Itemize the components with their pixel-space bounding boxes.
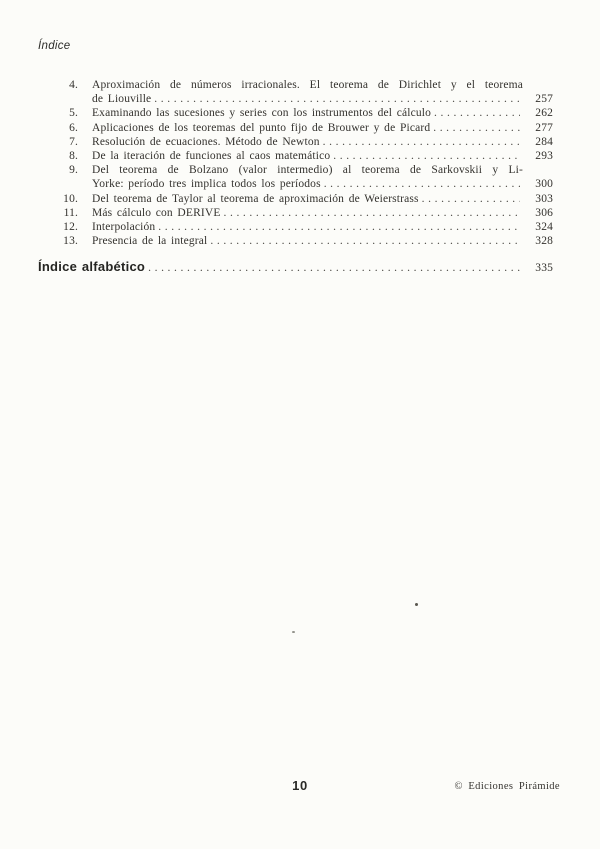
toc-entry-number: 11. <box>63 206 78 219</box>
toc-entry-page-number: 293 <box>535 150 553 163</box>
toc-entry <box>38 206 553 220</box>
toc-entry-text: Interpolación <box>92 221 156 234</box>
toc-entry-number: 12. <box>63 221 78 234</box>
toc-entry-page-number: 284 <box>535 135 553 148</box>
toc-entry-last-line <box>92 206 553 220</box>
toc-entry-text: Más cálculo con DERIVE <box>92 206 221 219</box>
toc-entry-number: 13. <box>63 235 78 248</box>
toc-entries <box>38 78 553 248</box>
toc-entry-text: de Liouville <box>92 93 152 106</box>
footer-publisher-credit: © Ediciones Pirámide <box>454 781 560 792</box>
toc-entry <box>38 220 553 234</box>
dot-leader <box>148 261 520 276</box>
toc-entry-body <box>78 78 553 106</box>
toc-entry-line: Aproximación de números irracionales. El teorema de Dirichlet y el teorema <box>92 79 523 91</box>
toc-entry-number: 10. <box>63 192 78 205</box>
toc-entry-number: 9. <box>69 164 78 177</box>
toc-entry <box>38 163 553 191</box>
toc-entry <box>38 78 553 106</box>
dot-leader <box>433 121 520 135</box>
toc-entry-page-number: 306 <box>535 206 553 219</box>
toc-entry-page-number: 328 <box>535 235 553 248</box>
toc-entry-page-number: 324 <box>535 221 553 234</box>
toc-entry-text: Aplicaciones de los teoremas del punto fijo de Brouwer y de Picard <box>92 121 431 134</box>
table-of-contents <box>38 78 553 276</box>
toc-entry-body <box>78 106 553 120</box>
toc-entry-body <box>78 149 553 163</box>
toc-entry <box>38 121 553 135</box>
toc-entry-text: De la iteración de funciones al caos matemático <box>92 150 331 163</box>
footer-page-number: 10 <box>292 778 308 793</box>
toc-entry-page-number: 300 <box>535 178 553 191</box>
toc-entry-number: 7. <box>69 135 78 148</box>
toc-entry-body <box>78 163 553 191</box>
toc-entry-line: Del teorema de Bolzano (valor intermedio) al teorema de Sarkovskii y Li- <box>92 164 523 177</box>
toc-entry-text: Resolución de ecuaciones. Método de Newton <box>92 135 320 148</box>
toc-entry-last-line <box>92 234 553 248</box>
toc-entry <box>38 149 553 163</box>
index-alphabetic-label: Índice alfabético <box>38 259 146 275</box>
toc-entry <box>38 106 553 120</box>
toc-entry-number: 4. <box>69 79 78 91</box>
toc-entry <box>38 192 553 206</box>
toc-entry-last-line <box>92 135 553 149</box>
toc-entry-last-line <box>92 106 553 120</box>
toc-entry-body <box>78 220 553 234</box>
toc-entry-last-line <box>92 177 553 191</box>
dot-leader <box>324 177 520 191</box>
toc-entry-body <box>78 234 553 248</box>
toc-entry-page-number: 277 <box>535 121 553 134</box>
toc-entry <box>38 135 553 149</box>
toc-entry-last-line <box>92 220 553 234</box>
toc-entry-text: Yorke: período tres implica todos los períodos <box>92 178 321 191</box>
dot-leader <box>323 135 520 149</box>
scan-speck <box>292 631 295 633</box>
toc-entry-last-line <box>92 92 553 106</box>
toc-entry-body <box>78 135 553 149</box>
dot-leader <box>434 106 520 120</box>
toc-entry-number: 5. <box>69 107 78 120</box>
toc-entry-page-number: 303 <box>535 192 553 205</box>
index-alphabetic-row <box>38 259 553 276</box>
toc-entry-body <box>78 192 553 206</box>
toc-entry-text: Examinando las sucesiones y series con los instrumentos del cálculo <box>92 107 432 120</box>
dot-leader <box>154 92 520 106</box>
scan-speck <box>415 603 418 606</box>
dot-leader <box>210 234 520 248</box>
toc-entry-body <box>78 206 553 220</box>
dot-leader <box>422 192 520 206</box>
page-header-label: Índice <box>38 40 71 52</box>
toc-entry-number: 8. <box>69 150 78 163</box>
toc-entry-last-line <box>92 149 553 163</box>
toc-entry-text: Del teorema de Taylor al teorema de aproximación de Weierstrass <box>92 192 419 205</box>
dot-leader <box>158 220 520 234</box>
toc-entry-last-line <box>92 192 553 206</box>
dot-leader <box>333 149 520 163</box>
dot-leader <box>224 206 521 220</box>
toc-entry-number: 6. <box>69 121 78 134</box>
index-alphabetic-page-number: 335 <box>535 262 553 275</box>
toc-entry-text: Presencia de la integral <box>92 235 208 248</box>
toc-entry-page-number: 262 <box>535 107 553 120</box>
toc-entry <box>38 234 553 248</box>
toc-entry-page-number: 257 <box>535 93 553 106</box>
toc-entry-last-line <box>92 121 553 135</box>
toc-entry-body <box>78 121 553 135</box>
